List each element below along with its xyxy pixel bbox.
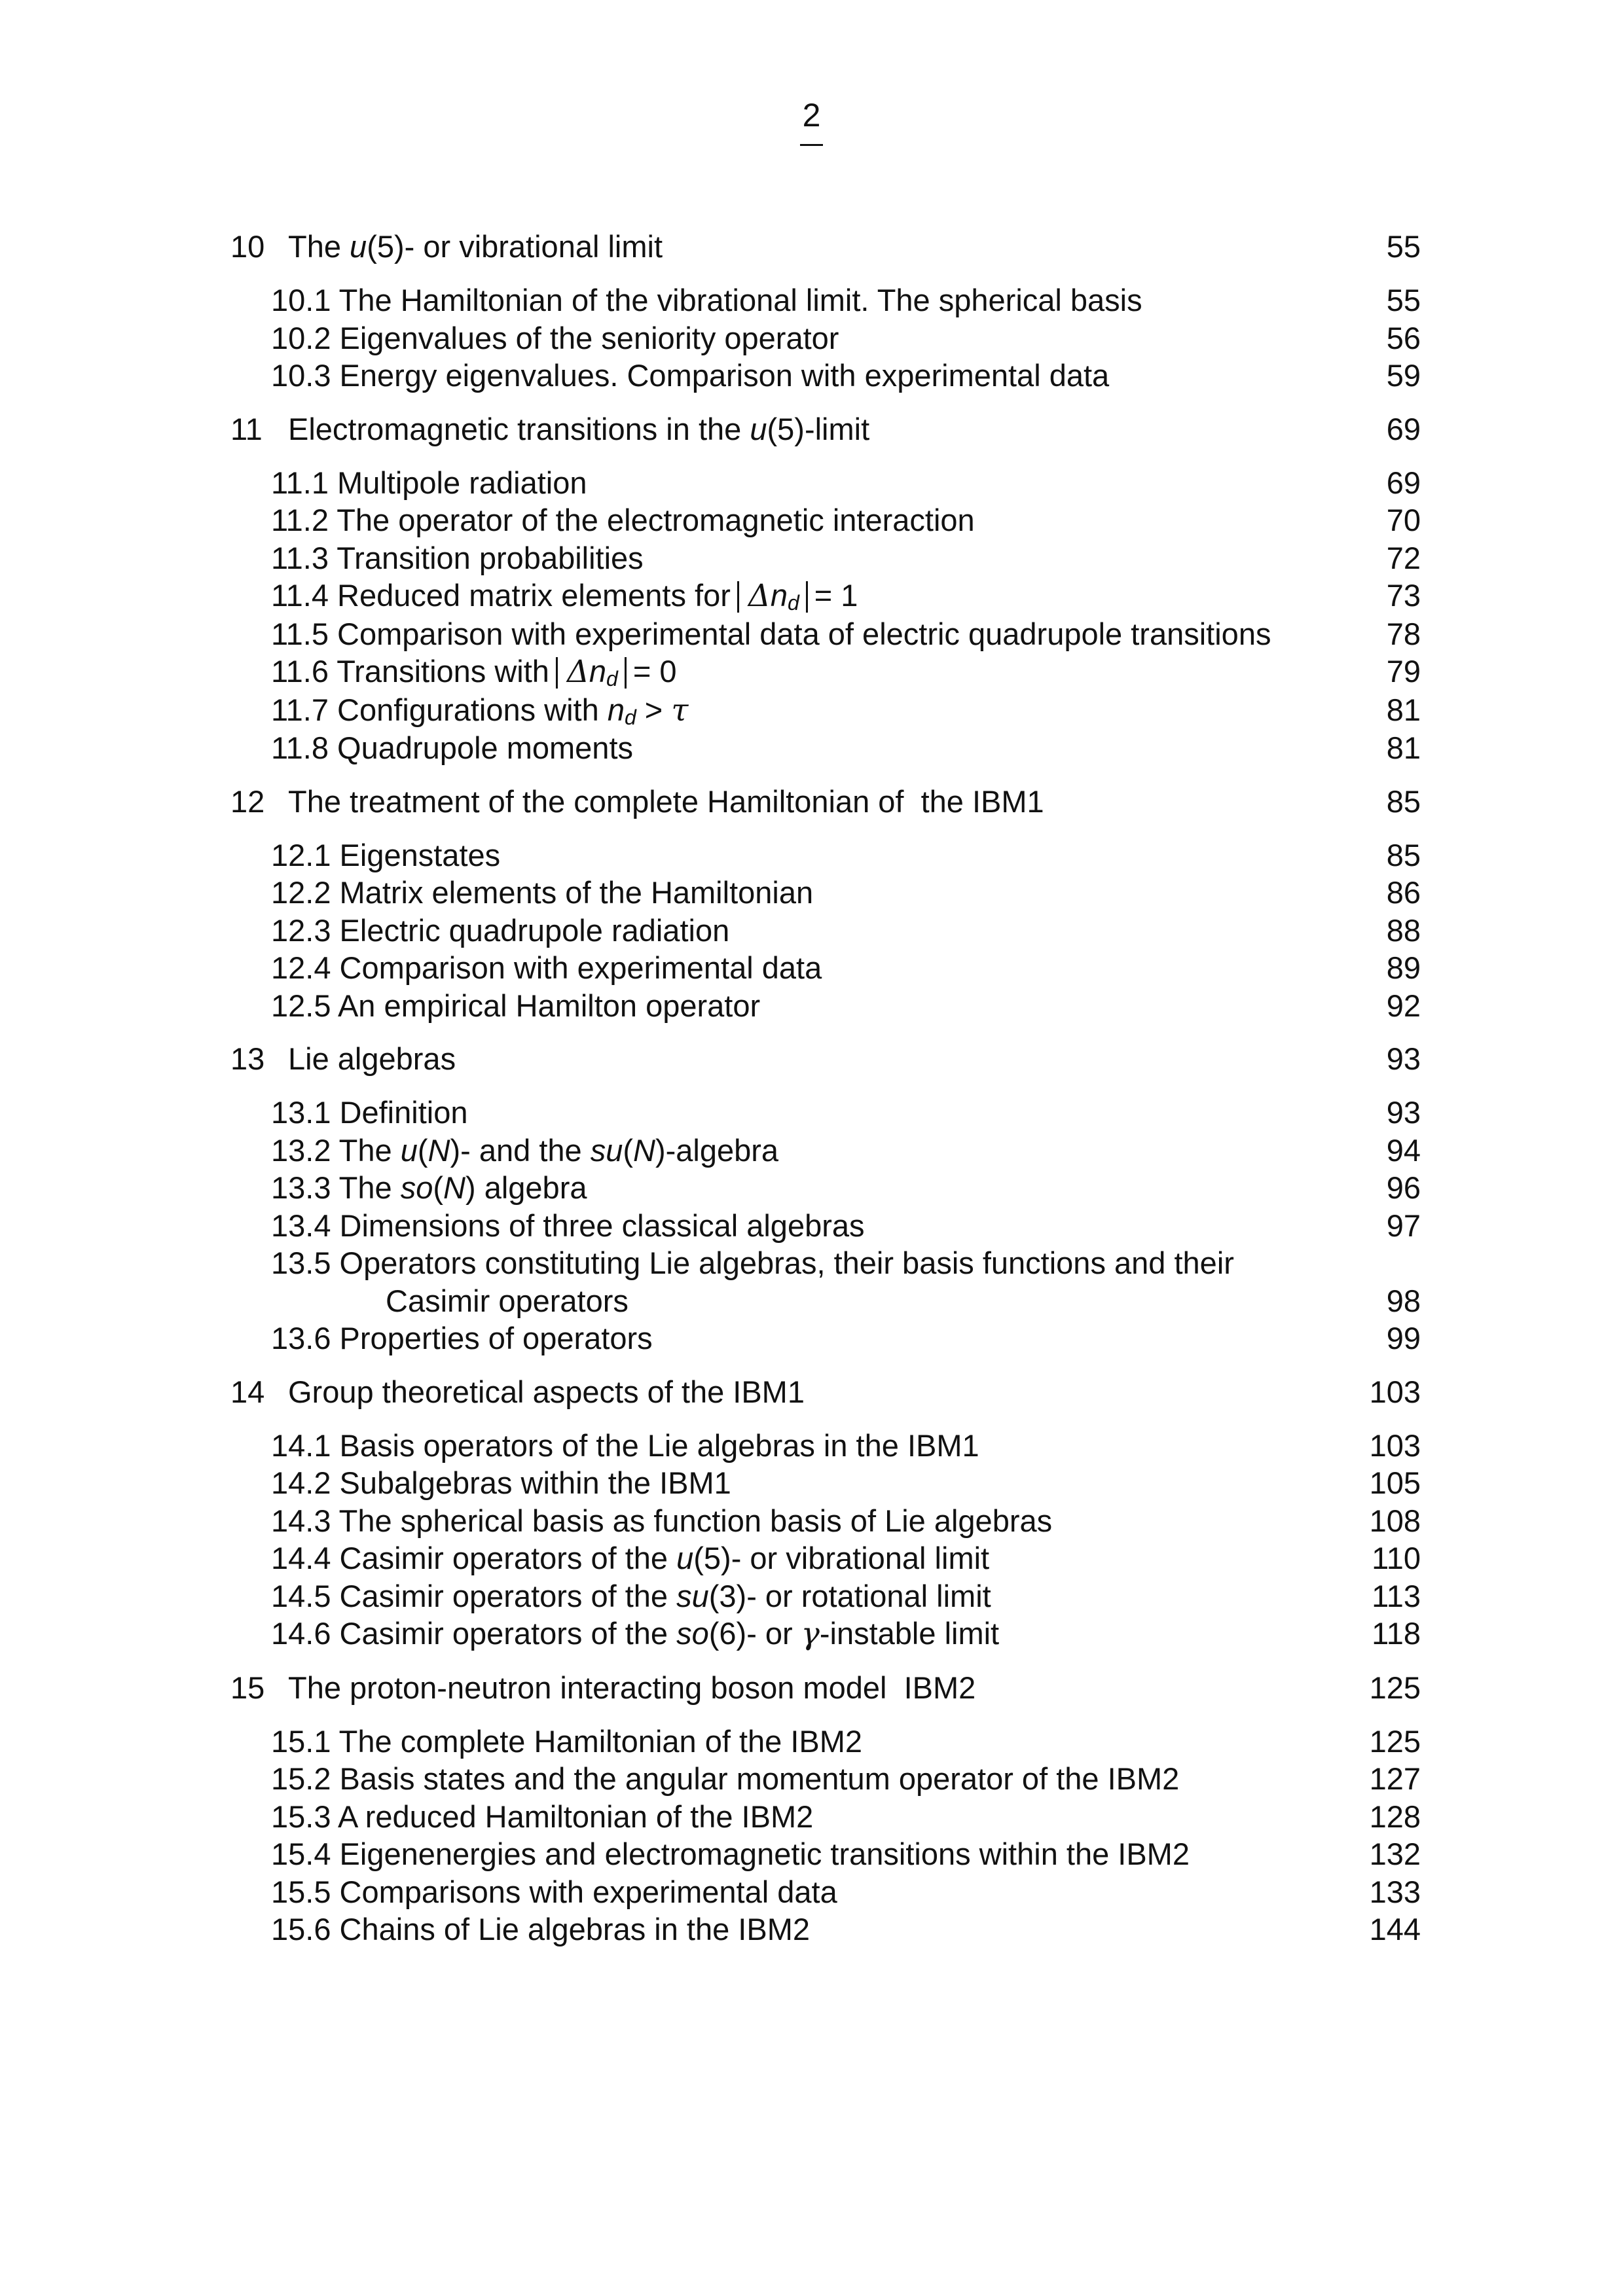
section-entry: 15.3 A reduced Hamiltonian of the IBM2 128 [230, 1798, 1421, 1836]
page-ref: 93 [1386, 1095, 1421, 1130]
section-entry: 14.3 The spherical basis as function basis of Lie algebras 108 [230, 1502, 1421, 1540]
chapter-heading: 14 Group theoretical aspects of the IBM1 103 [230, 1373, 1421, 1411]
page-ref: 103 [1369, 1374, 1421, 1409]
section-entry: 11.4 Reduced matrix elements for $\Delta n_d = 1$ 73 [271, 578, 1421, 615]
page-ref: 69 [1386, 465, 1421, 500]
page-ref: 103 [1369, 1427, 1421, 1463]
chapter-heading: 11 Electromagnetic transitions in the u(5)-limit 69 [230, 410, 1421, 448]
section-entry: 11.2 The operator of the electromagnetic interaction 70 [230, 501, 1421, 539]
section-list [230, 1427, 1421, 1653]
section-entry: 12.1 Eigenstates 85 [230, 836, 1421, 874]
page-ref: 118 [1372, 1616, 1421, 1651]
section-entry: 15.2 Basis states and the angular momentum operator of the IBM2 127 [230, 1760, 1421, 1798]
section-entry: 13.2 The u(N)- and the su(N)-algebra 94 [230, 1132, 1421, 1170]
page-ref: 94 [1386, 1132, 1421, 1168]
page-ref: 125 [1369, 1723, 1421, 1759]
section-entry-continued: Casimir operators 98 [230, 1282, 1421, 1320]
chapter-13 [230, 1040, 1421, 1357]
chapter-number: 13 [230, 1041, 265, 1076]
section-list [230, 464, 1421, 767]
section-entry: 11.7 Configurations with $n_d > \tau$ 81 [271, 692, 1421, 729]
absolute-bar [806, 581, 808, 613]
section-entry: 13.3 The so(N) algebra 96 [230, 1169, 1421, 1207]
section-entry: 14.1 Basis operators of the Lie algebras in the IBM1 103 [230, 1427, 1421, 1465]
page-ref: 70 [1386, 503, 1421, 537]
chapter-heading: 15 The proton-neutron interacting boson model IBM2 125 [230, 1669, 1421, 1707]
section-list [230, 1723, 1421, 1948]
section-entry: 13.6 Properties of operators 99 [230, 1319, 1421, 1357]
section-entry: 11.8 Quadrupole moments 81 [230, 729, 1421, 767]
page-ref: 133 [1369, 1874, 1421, 1909]
absolute-bar [737, 581, 739, 613]
page-ref: 108 [1369, 1503, 1421, 1538]
chapter-number: 11 [230, 411, 263, 446]
chapter-heading: 12 The treatment of the complete Hamiltonian of the IBM1 85 [230, 783, 1421, 821]
page-ref: 81 [1386, 692, 1421, 727]
page-ref: 55 [1386, 283, 1421, 317]
section-list [230, 1094, 1421, 1357]
section-entry: 15.6 Chains of Lie algebras in the IBM2 144 [230, 1910, 1421, 1948]
chapter-12 [230, 783, 1421, 1025]
section-entry: 11.1 Multipole radiation 69 [230, 464, 1421, 502]
chapter-number: 10 [230, 229, 265, 264]
chapter-11 [230, 410, 1421, 767]
page-ref: 78 [1386, 616, 1421, 651]
page-ref: 85 [1386, 837, 1421, 872]
page-ref: 98 [1386, 1283, 1421, 1318]
section-entry: 14.6 Casimir operators of the so(6)- or γ-instable limit 118 [271, 1616, 1421, 1652]
page-ref: 97 [1386, 1208, 1421, 1243]
section-entry: 10.3 Energy eigenvalues. Comparison with experimental data 59 [230, 357, 1421, 395]
page-ref: 86 [1386, 875, 1421, 910]
section-entry: 15.5 Comparisons with experimental data 133 [230, 1873, 1421, 1911]
page-number: 2 [802, 97, 821, 134]
page-ref: 128 [1369, 1799, 1421, 1834]
page-ref: 56 [1386, 320, 1421, 355]
page-ref: 59 [1386, 358, 1421, 393]
page-ref: 125 [1369, 1670, 1421, 1705]
page-ref: 105 [1369, 1465, 1421, 1500]
page-ref: 93 [1386, 1041, 1421, 1076]
section-entry: 10.1 The Hamiltonian of the vibrational limit. The spherical basis 55 [230, 281, 1421, 319]
section-list [230, 836, 1421, 1025]
page-ref: 96 [1386, 1170, 1421, 1205]
page-ref: 110 [1372, 1541, 1421, 1575]
chapter-10 [230, 228, 1421, 395]
absolute-bar [556, 657, 558, 689]
section-entry: 14.2 Subalgebras within the IBM1 105 [230, 1464, 1421, 1502]
section-entry: 12.3 Electric quadrupole radiation 88 [230, 912, 1421, 950]
section-entry: 13.4 Dimensions of three classical algebras 97 [230, 1207, 1421, 1245]
section-entry: 12.4 Comparison with experimental data 89 [230, 949, 1421, 987]
chapter-15 [230, 1669, 1421, 1948]
section-entry: 14.5 Casimir operators of the su(3)- or rotational limit 113 [230, 1577, 1421, 1615]
page-ref: 85 [1386, 783, 1421, 819]
page-ref: 99 [1386, 1321, 1421, 1355]
section-entry: 11.3 Transition probabilities 72 [230, 539, 1421, 577]
page-ref: 72 [1386, 540, 1421, 575]
page-ref: 144 [1369, 1912, 1421, 1946]
page-ref: 55 [1386, 229, 1421, 264]
absolute-bar [625, 657, 627, 689]
page-ref: 69 [1386, 411, 1421, 446]
page-ref: 79 [1386, 654, 1421, 689]
section-entry: 15.1 The complete Hamiltonian of the IBM2 125 [230, 1723, 1421, 1761]
page-ref: 113 [1372, 1578, 1421, 1613]
chapter-number: 14 [230, 1374, 265, 1409]
page-ref: 73 [1386, 578, 1421, 613]
section-entry: 10.2 Eigenvalues of the seniority operator 56 [230, 319, 1421, 357]
section-entry: 12.2 Matrix elements of the Hamiltonian 86 [230, 874, 1421, 912]
chapter-heading: 13 Lie algebras 93 [230, 1040, 1421, 1078]
section-entry: 15.4 Eigenenergies and electromagnetic transitions within the IBM2 132 [230, 1835, 1421, 1873]
chapter-heading: 10 The u(5)- or vibrational limit 55 [230, 228, 1421, 266]
table-of-contents [230, 228, 1421, 1948]
section-entry: 13.5 Operators constituting Lie algebras, their basis functions and their [271, 1246, 1234, 1280]
chapter-number: 15 [230, 1670, 265, 1705]
page-ref: 92 [1386, 988, 1421, 1023]
section-list [230, 281, 1421, 395]
section-entry: 11.6 Transitions with $\Delta n_d = 0$ 79 [271, 654, 1421, 691]
page-ref: 88 [1386, 912, 1421, 948]
page-ref: 127 [1369, 1761, 1421, 1796]
section-entry: 14.4 Casimir operators of the u(5)- or vibrational limit 110 [230, 1539, 1421, 1577]
page-number-underline [800, 144, 823, 146]
chapter-number: 12 [230, 783, 265, 819]
section-entry: 13.1 Definition 93 [230, 1094, 1421, 1132]
page-ref: 89 [1386, 950, 1421, 985]
section-entry: 11.5 Comparison with experimental data of electric quadrupole transitions 78 [230, 615, 1421, 653]
section-entry: 12.5 An empirical Hamilton operator 92 [230, 987, 1421, 1025]
page-ref: 81 [1386, 730, 1421, 765]
chapter-14 [230, 1373, 1421, 1653]
page-ref: 132 [1369, 1837, 1421, 1871]
